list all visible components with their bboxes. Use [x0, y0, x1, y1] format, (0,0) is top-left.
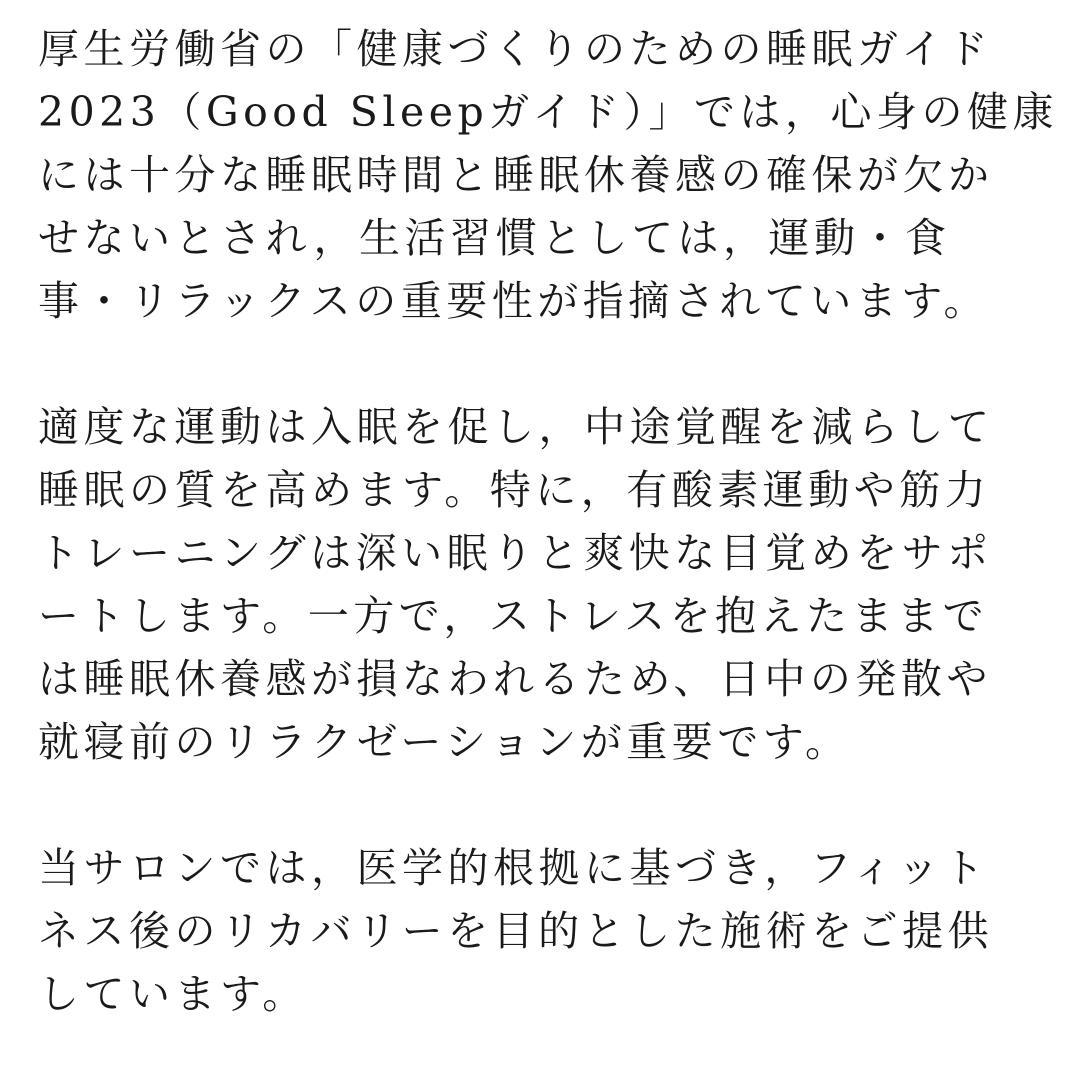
text-line: ネス後のリカバリーを目的とした施術をご提供	[38, 907, 994, 955]
text-line: 事・リラックスの重要性が指摘されています。	[38, 277, 989, 325]
paragraph-exercise	[38, 396, 1048, 774]
text-line: ートします。一方で，ストレスを抱えたままで	[38, 592, 989, 640]
text-line: 睡眠の質を高めます。特に，有酸素運動や筋力	[38, 466, 991, 514]
text-line: は睡眠休養感が損なわれるため、日中の発散や	[38, 655, 992, 703]
text-line: せないとされ，生活習慣としては，運動・食	[38, 214, 951, 262]
paragraph-spacer	[38, 333, 1048, 396]
text-line: には十分な睡眠時間と睡眠休養感の確保が欠か	[38, 151, 994, 199]
text-line: 2023（Good Sleepガイド）」では，心身の健康	[38, 88, 1058, 136]
paragraph-salon	[38, 837, 1048, 1026]
text-line: 当サロンでは，医学的根拠に基づき，フィット	[38, 844, 989, 892]
text-line: しています。	[38, 970, 308, 1018]
document-body	[38, 18, 1058, 1026]
text-line: 適度な運動は入眠を促し，中途覚醒を減らして	[38, 403, 994, 451]
text-line: 厚生労働省の「健康づくりのための睡眠ガイド	[38, 25, 993, 73]
text-line: 就寝前のリラクゼーションが重要です。	[38, 718, 851, 766]
paragraph-guideline	[38, 18, 1058, 333]
paragraph-spacer	[38, 774, 1048, 837]
text-line: トレーニングは深い眠りと爽快な目覚めをサポ	[38, 529, 993, 577]
